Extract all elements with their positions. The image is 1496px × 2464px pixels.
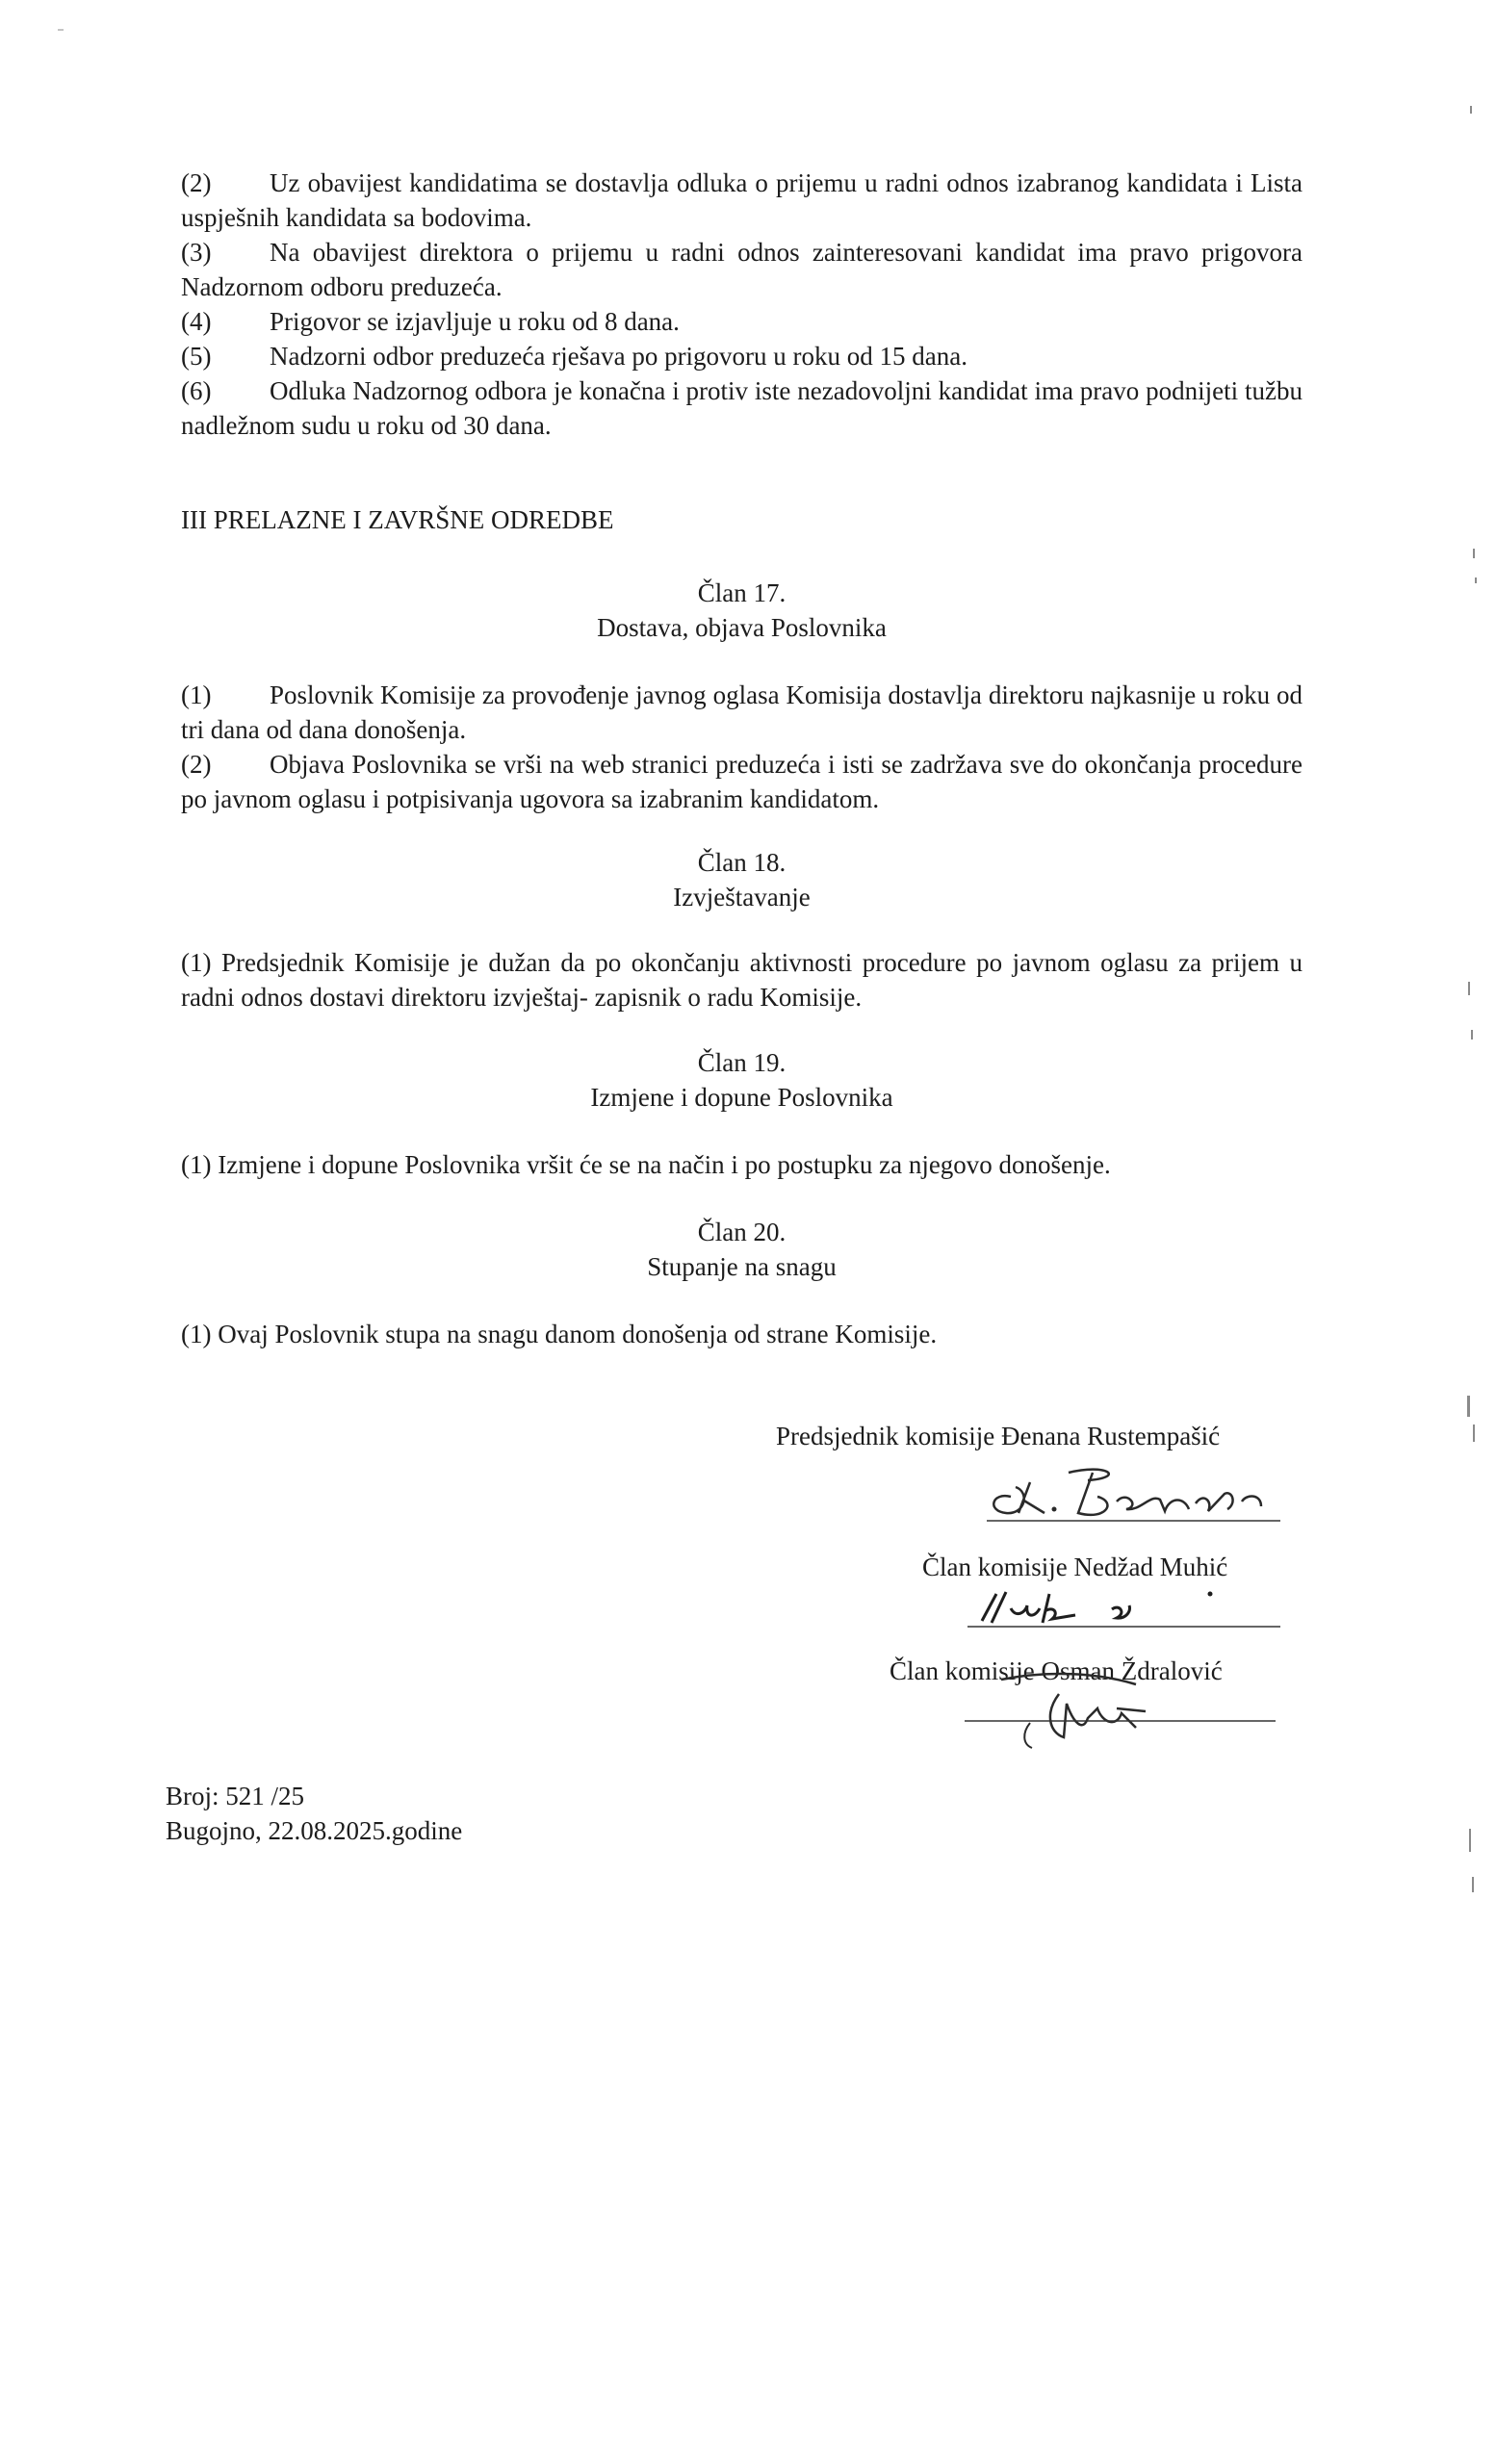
article-17-paragraph-1 — [181, 678, 1303, 747]
paragraph-number: (1) — [181, 1320, 212, 1348]
article-20-number: Član 20. — [697, 1218, 787, 1246]
article-18-number: Član 18. — [697, 848, 787, 877]
paragraph-5 — [181, 339, 1303, 373]
paragraph-3 — [181, 235, 1303, 304]
signature-president-line — [776, 1419, 1220, 1453]
document-number: Broj: 521 /25 — [166, 1782, 305, 1810]
article-20-title: Stupanje na snagu — [647, 1252, 837, 1281]
paragraph-text: Odluka Nadzornog odbora je konačna i protiv iste nezadovoljni kandidat ima pravo podnijeti tužbu nadležnom sudu u roku od 30 dana. — [181, 376, 1303, 440]
paragraph-text: Objava Poslovnika se vrši na web stranici preduzeća i isti se zadržava sve do okončanja procedure po javnom oglasu i potpisivanja ugovora sa izabranim kandidatom. — [181, 750, 1303, 813]
article-19-paragraph-1 — [181, 1147, 1303, 1182]
signature-role: Član komisije — [890, 1656, 1035, 1685]
paragraph-text: Nadzorni odbor preduzeća rješava po prigovoru u roku od 15 dana. — [270, 342, 968, 371]
paragraph-number: (2) — [181, 750, 212, 779]
article-18-paragraph-1 — [181, 945, 1303, 1014]
scan-speck — [1473, 549, 1475, 558]
scan-speck — [1472, 1877, 1474, 1892]
paragraph-number: (5) — [181, 342, 212, 371]
article-19-number: Član 19. — [697, 1048, 787, 1077]
scan-speck — [1469, 1829, 1471, 1852]
paragraph-number: (2) — [181, 168, 212, 197]
paragraph-text: Na obavijest direktora o prijemu u radni odnos zainteresovani kandidat ima pravo prigovora Nadzornom odboru preduzeća. — [181, 238, 1303, 301]
signature-role: Član komisije — [922, 1553, 1068, 1581]
paragraph-4 — [181, 304, 1303, 339]
scan-speck — [1473, 1424, 1475, 1442]
article-18-title: Izvještavanje — [673, 883, 811, 911]
section-heading: III PRELAZNE I ZAVRŠNE ODREDBE — [181, 505, 614, 534]
place-and-date: Bugojno, 22.08.2025.godine — [166, 1816, 463, 1845]
signature-name: Đenana Rustempašić — [1000, 1422, 1221, 1450]
signature-member1-handwriting — [967, 1584, 1285, 1632]
paragraph-text: Poslovnik Komisije za provođenje javnog oglasa Komisija dostavlja direktoru najkasnije u roku od tri dana od dana donošenja. — [181, 680, 1303, 744]
paragraph-text: Prigovor se izjavljuje u roku od 8 dana. — [270, 307, 680, 336]
paragraph-number: (6) — [181, 376, 212, 405]
paragraph-number: (4) — [181, 307, 212, 336]
signature-president-handwriting — [972, 1453, 1290, 1530]
signature-member2-handwriting — [953, 1665, 1280, 1752]
paragraph-number: (3) — [181, 238, 212, 267]
scan-speck — [1468, 982, 1470, 995]
article-17-title: Dostava, objava Poslovnika — [597, 613, 887, 642]
signature-name: Osman Ždralović — [1041, 1656, 1223, 1685]
paragraph-6 — [181, 373, 1303, 443]
paragraph-text: Ovaj Poslovnik stupa na snagu danom donošenja od strane Komisije. — [218, 1320, 938, 1348]
article-17-number: Član 17. — [697, 578, 787, 607]
paragraph-number: (1) — [181, 1150, 212, 1179]
scan-speck — [1475, 578, 1477, 583]
paragraph-text: Izmjene i dopune Poslovnika vršit će se na način i po postupku za njegovo donošenje. — [218, 1150, 1111, 1179]
article-19-title: Izmjene i dopune Poslovnika — [590, 1083, 893, 1112]
scan-speck — [1471, 1030, 1473, 1040]
paragraph-number: (1) — [181, 680, 212, 709]
paragraph-number: (1) — [181, 948, 212, 977]
paragraph-2 — [181, 166, 1303, 235]
paragraph-text: Uz obavijest kandidatima se dostavlja odluka o prijemu u radni odnos izabranog kandidata i Lista uspješnih kandidata sa bodovima. — [181, 168, 1303, 232]
scan-speck — [1470, 106, 1472, 114]
scan-speck — [58, 29, 64, 31]
signature-member1-line — [922, 1550, 1227, 1584]
signature-name: Nedžad Muhić — [1073, 1553, 1228, 1581]
paragraph-text: Predsjednik Komisije je dužan da po okončanju aktivnosti procedure po javnom oglasu za prijem u radni odnos dostavi direktoru izvještaj- zapisnik o radu Komisije. — [181, 948, 1303, 1012]
signature-role: Predsjednik komisije — [776, 1422, 995, 1450]
scan-speck — [1467, 1396, 1470, 1417]
article-17-paragraph-2 — [181, 747, 1303, 816]
article-20-paragraph-1 — [181, 1317, 1303, 1351]
